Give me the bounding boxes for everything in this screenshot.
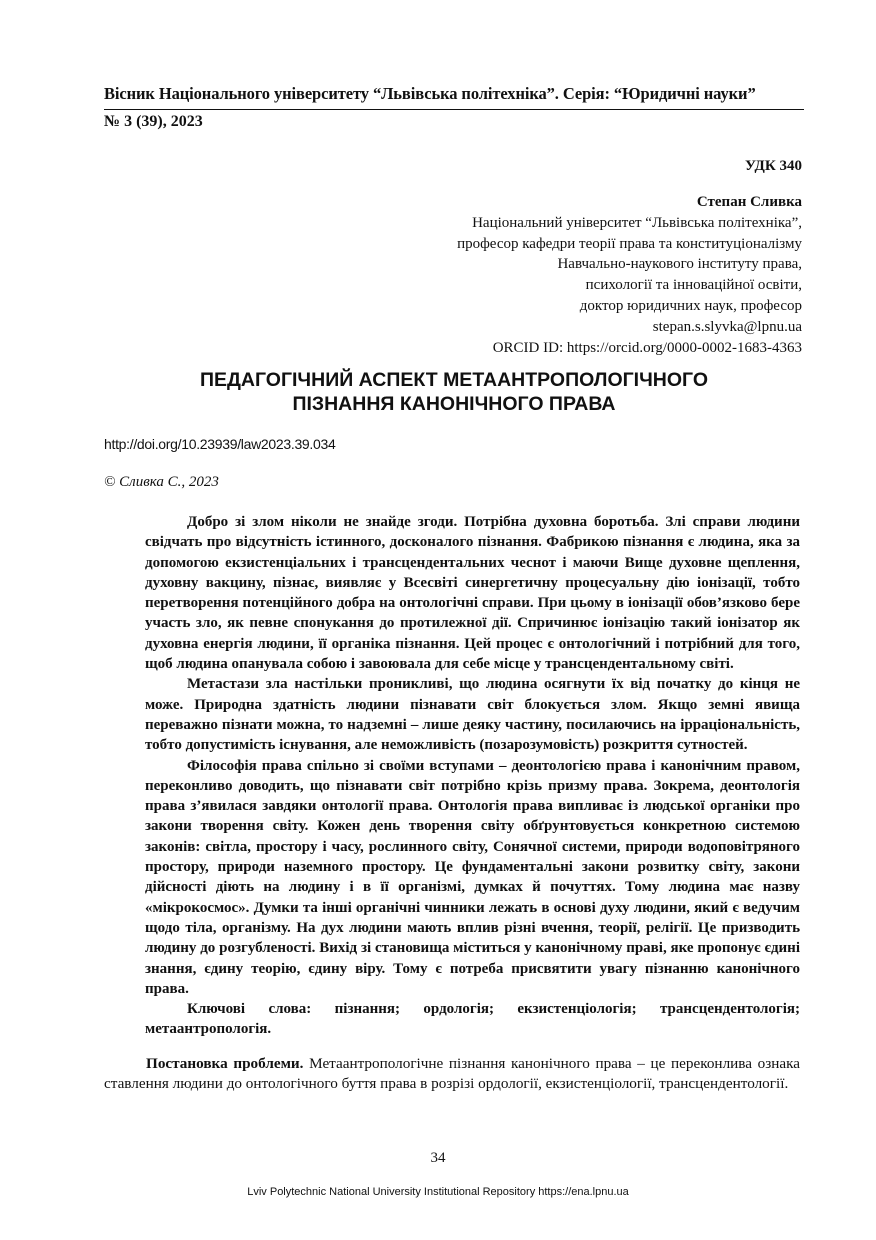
header-rule [104, 109, 804, 110]
abstract [145, 512, 800, 1040]
udk-code: УДК 340 [745, 158, 802, 174]
copyright: © Сливка С., 2023 [104, 474, 219, 490]
journal-header: Вісник Національного університету “Львівська політехніка”. Серія: “Юридичні науки” [104, 84, 756, 103]
abstract-paragraph: Метастази зла настільки проникливі, що людина осягнути їх від початку до кінця не може. Природна здатність людини пізнавати світ блокується злом. Якщо земні явища переважно пізнати можна, то надземні – лише деяку частину, посилаючись на ірраціональність, тобто допустимість існування, але неможливість (позарозумовість) розкриття сутностей. [145, 676, 800, 754]
problem-paragraph [104, 1054, 800, 1094]
paper-title [104, 368, 804, 416]
author-degree: доктор юридичних наук, професор [579, 297, 802, 314]
paper-title-line: ПІЗНАННЯ КАНОНІЧНОГО ПРАВА [292, 393, 616, 415]
issue-number: № 3 (39), 2023 [104, 113, 203, 130]
author-affiliation-line: психології та інноваційної освіти, [585, 277, 802, 294]
keywords: Ключові слова: пізнання; ордологія; екзистенціологія; трансцендентологія; метаантропологія. [145, 1001, 800, 1038]
problem-text: Метаантропологічне пізнання канонічного права – це переконлива ознака ставлення людини до онтологічного буття права в розрізі ордології, екзистенціології, трансцендентології. [104, 1055, 800, 1092]
author-affiliation-line: Національний університет “Львівська політехніка”, [472, 214, 802, 231]
author-orcid[interactable]: ORCID ID: https://orcid.org/0000-0002-1683-4363 [492, 339, 802, 356]
page-number: 34 [430, 1150, 446, 1166]
author-affiliation-line: Навчально-наукового інституту права, [557, 256, 802, 273]
author-affiliation-line: професор кафедри теорії права та конституціоналізму [457, 235, 802, 252]
problem-statement [104, 1054, 800, 1094]
paper-title-line: ПЕДАГОГІЧНИЙ АСПЕКТ МЕТААНТРОПОЛОГІЧНОГО [199, 369, 709, 391]
repository-footer: Lviv Polytechnic National University Institutional Repository https://ena.lpnu.ua [247, 1186, 629, 1198]
section-heading: Постановка проблеми. [146, 1055, 304, 1072]
author-name: Степан Сливка [696, 194, 802, 210]
author-email[interactable]: stepan.s.slyvka@lpnu.ua [652, 318, 802, 335]
abstract-paragraph: Філософія права спільно зі своїми вступами – деонтологією права і канонічним правом, переконливо доводить, що пізнавати світ потрібно крізь призму права. Зокрема, деонтологія права з’явилася завдяки онтології права. Онтологія права випливає із людської органіки про закони творення світу. Кожен день творення світу обґрунтовується конкретною системою законів: світла, простору і часу, рослинного світу, Сонячної системи, природи водоповітряного простору, природи наземного простору. Це фундаментальні закони розвитку світу, закони дійсності діють на людину і в її організмі, думках й почуттях. Тому людина має назву «мікрокосмос». Думки та інші органічні чинники лежать в основі духу людини, який є ведучим щодо тіла, організму. На дух людини мають вплив різні вчення, теорії, релігії. Це призводить людину до розгубленості. Вихід зі становища міститься у канонічному праві, яке пропонує єдині знання, єдину теорію, єдину віру. Тому є потреба присвятити увагу пізнанню канонічного права. [145, 757, 800, 997]
doi-link[interactable]: http://doi.org/10.23939/law2023.39.034 [104, 436, 336, 452]
author-block [457, 192, 802, 358]
abstract-paragraph: Добро зі злом ніколи не знайде згоди. Потрібна духовна боротьба. Злі справи людини свідчать про відсутність істинного, досконалого пізнання. Фабрикою пізнання є людина, яка за допомогою екзистенціальних і трансцендентальних чеснот і маючи Вище духовне щеплення, духовну вакцину, пізнає, виявляє у Всесвіті синергетичну процесуальну дію іонізації, тобто перетворення потенційного добра на онтологічні справи. При цьому в іонізації обов’язково бере участь зло, як певне спонукання до протилежної дії. Спричинює іонізацію такий іонізатор як духовна енергія людини, її органіка пізнання. Цей процес є онтологічний і потрібний для того, щоб людина опанувала собою і завоювала для себе місце у трансцендентальному світі. [145, 514, 800, 673]
